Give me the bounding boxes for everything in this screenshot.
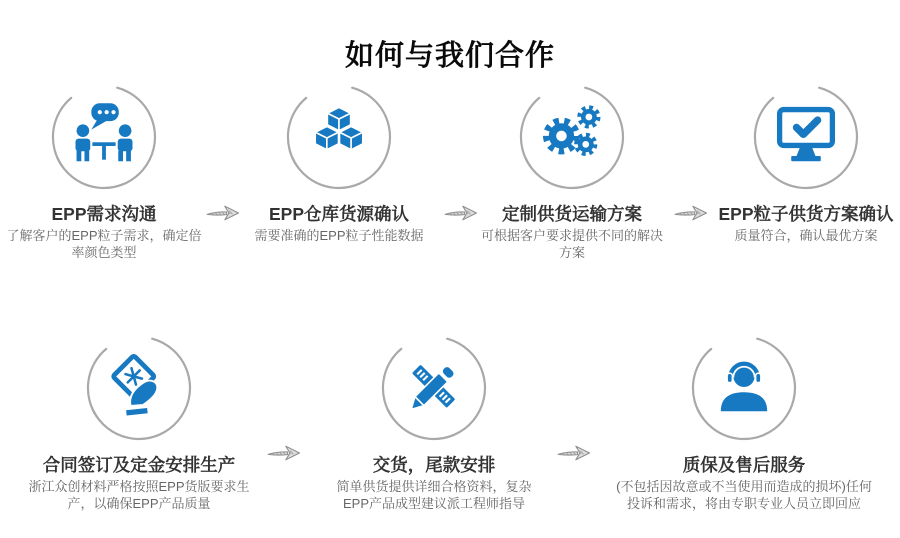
sketch-arrow-icon xyxy=(205,203,241,223)
step-title: 合同签订及定金安排生产 xyxy=(42,455,236,475)
page-title: 如何与我们合作 xyxy=(344,40,555,73)
step-description: 简单供货提供详细合格资料，复杂EPP产品成型建议派工程师指导 xyxy=(336,479,532,511)
pencil-ruler-icon xyxy=(396,350,472,426)
step-description: 浙江众创材料严格按照EPP货版要求生产，以确保EPP产品质量 xyxy=(28,479,250,511)
step-title: 定制供货运输方案 xyxy=(502,204,642,224)
step-description: 质量符合，确认最优方案 xyxy=(734,228,878,243)
step-title: 质保及售后服务 xyxy=(682,455,806,475)
headset-support-icon xyxy=(706,350,782,426)
meeting-icon xyxy=(66,99,142,175)
sketch-arrow-icon xyxy=(443,203,479,223)
step-description: 可根据客户要求提供不同的解决方案 xyxy=(480,228,663,260)
step-description: 需要准确的EPP粒子性能数据 xyxy=(254,228,424,243)
sketch-arrow-icon xyxy=(673,203,709,223)
gears-icon xyxy=(534,99,610,175)
monitor-check-icon xyxy=(768,99,844,175)
step-title: EPP粒子供货方案确认 xyxy=(718,204,894,224)
step-title: 交货，尾款安排 xyxy=(372,455,496,475)
step-title: EPP需求沟通 xyxy=(51,204,157,224)
contract-hand-icon xyxy=(101,350,177,426)
step-description: (不包括因故意或不当使用而造成的损坏)任何投诉和需求，将由专职专业人员立即回应 xyxy=(616,479,872,511)
step-description: 了解客户的EPP粒子需求，确定倍率颜色类型 xyxy=(6,228,202,260)
sketch-arrow-icon xyxy=(556,443,592,463)
step-title: EPP仓库货源确认 xyxy=(268,204,410,224)
cubes-icon xyxy=(301,99,377,175)
sketch-arrow-icon xyxy=(266,443,302,463)
